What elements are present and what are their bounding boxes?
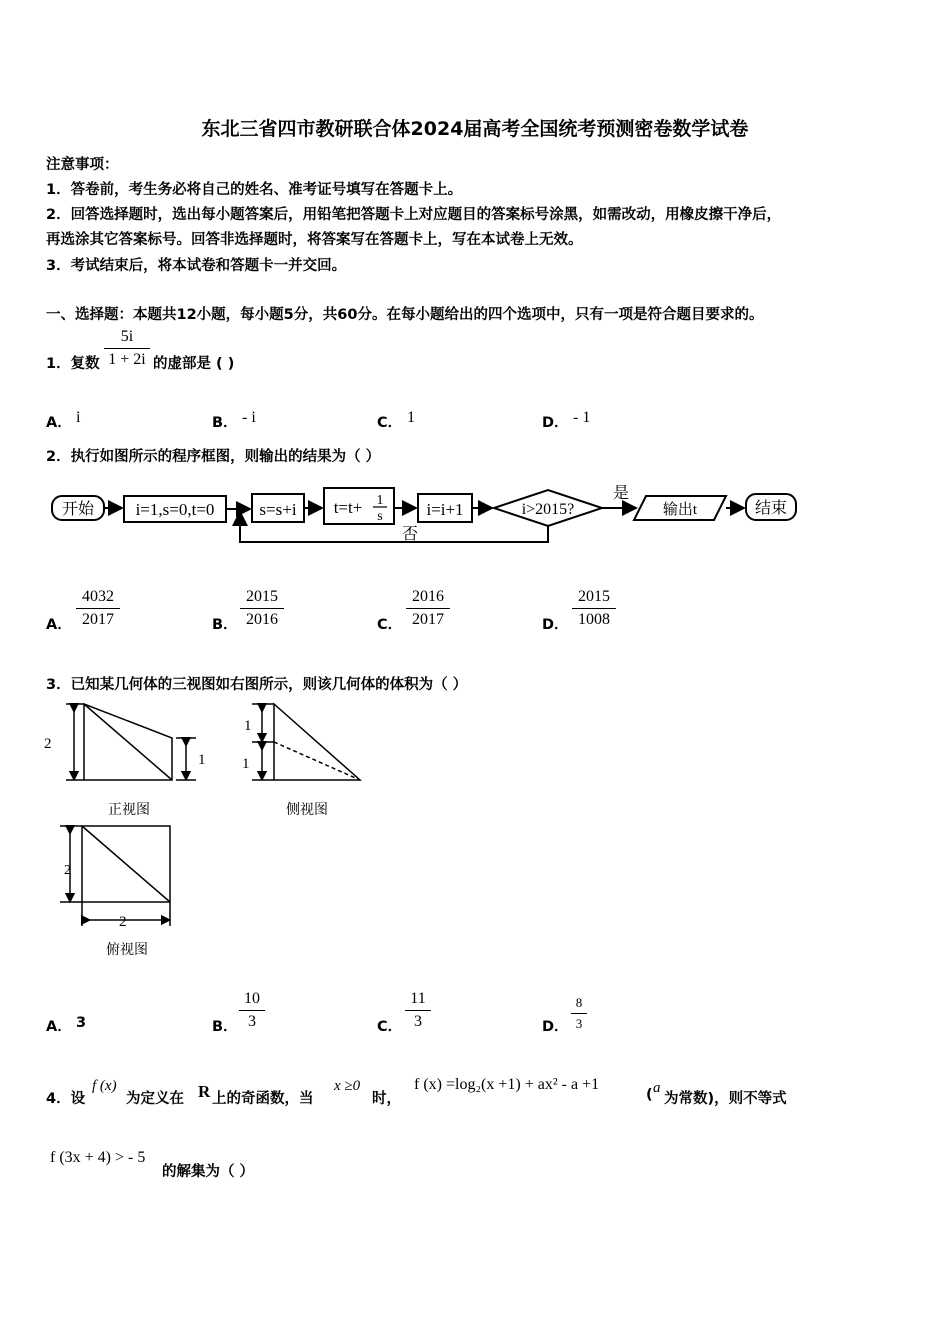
q4-paren-open: ( xyxy=(646,1087,653,1103)
q4-prefix: 4．设 xyxy=(46,1091,86,1107)
q2-option-a-frac xyxy=(76,588,120,629)
q2-option-c-label: C． xyxy=(377,617,403,633)
flow-t-den: s xyxy=(377,509,383,524)
q1-option-a-value: i xyxy=(76,409,81,426)
q1-fraction xyxy=(104,328,150,369)
q2-option-a-label: A． xyxy=(46,617,72,633)
q3-option-a-label: A． xyxy=(46,1019,72,1035)
q1-option-c-label: C． xyxy=(377,415,403,431)
q1-option-b-value: - i xyxy=(242,409,256,426)
q1-option-d-label: D． xyxy=(542,415,569,431)
flow-yes-text: 是 xyxy=(612,485,630,502)
q2-option-a-num: 4032 xyxy=(76,588,120,609)
q2-option-a-den: 2017 xyxy=(82,611,114,628)
side-dim-bottom: 1 xyxy=(242,756,250,772)
q4-fx: f (x) xyxy=(92,1078,117,1094)
q4-mid1: 为定义在 xyxy=(126,1091,184,1107)
q2-option-d-num: 2015 xyxy=(572,588,616,609)
q4-suffix: 的解集为（ ） xyxy=(162,1164,255,1180)
q3-option-b-frac xyxy=(239,990,265,1031)
q2-option-d-frac xyxy=(572,588,616,629)
q2-option-b-label: B． xyxy=(212,617,238,633)
q4-mid3: 时， xyxy=(372,1091,401,1107)
q1-prefix: 1．复数 xyxy=(46,356,100,372)
q3-option-d-frac xyxy=(571,995,587,1032)
q3-option-a-value: 3 xyxy=(76,1015,87,1031)
notice-item-2-cont: 再选涂其它答案标号。回答非选择题时，将答案写在答题卡上，写在本试卷上无效。 xyxy=(46,232,583,248)
q3-option-c-frac xyxy=(405,990,431,1031)
q3-three-views xyxy=(40,698,380,968)
flow-no-text: 否 xyxy=(401,526,419,543)
q4-inequality: f (3x + 4) > - 5 xyxy=(50,1149,146,1166)
flow-t-num: 1 xyxy=(376,493,384,508)
top-dim-side: 2 xyxy=(64,863,71,878)
side-dim-top: 1 xyxy=(244,718,252,734)
flow-s-text: s=s+i xyxy=(259,500,297,519)
section-heading: 一、选择题：本题共12小题，每小题5分，共60分。在每小题给出的四个选项中，只有一项是符合题目要求的。 xyxy=(46,307,764,323)
side-view-label: 侧视图 xyxy=(286,803,328,818)
q3-option-c-num: 11 xyxy=(405,990,431,1011)
top-view-label: 俯视图 xyxy=(106,943,148,958)
q1-option-d-value: - 1 xyxy=(573,409,591,426)
q4-R: R xyxy=(198,1082,211,1101)
q2-option-b-frac xyxy=(240,588,284,629)
notice-item-1: 1．答卷前，考生务必将自己的姓名、准考证号填写在答题卡上。 xyxy=(46,182,463,198)
q2-option-c-num: 2016 xyxy=(406,588,450,609)
q2-option-d-den: 1008 xyxy=(578,611,610,628)
q2-option-d-label: D． xyxy=(542,617,569,633)
notice-item-3: 3．考试结束后，将本试卷和答题卡一并交回。 xyxy=(46,258,347,274)
q1-frac-num: 5i xyxy=(104,328,150,349)
q3-stem: 3．已知某几何体的三视图如右图所示，则该几何体的体积为（ ） xyxy=(46,677,468,693)
q2-option-c-den: 2017 xyxy=(412,611,444,628)
flow-t-text: t=t+ xyxy=(333,498,363,517)
flow-end-text: 结束 xyxy=(754,500,788,517)
q4-a: a xyxy=(653,1080,661,1096)
q4-mid4: 为常数)，则不等式 xyxy=(664,1091,787,1107)
q2-flowchart xyxy=(46,480,806,552)
front-dim-left: 2 xyxy=(44,736,52,752)
notice-heading: 注意事项： xyxy=(46,157,119,173)
q2-stem: 2．执行如图所示的程序框图，则输出的结果为（ ） xyxy=(46,449,381,465)
q3-option-d-label: D． xyxy=(542,1019,569,1035)
flow-cond-text: i>2015? xyxy=(521,501,575,518)
q2-option-b-den: 2016 xyxy=(246,611,278,628)
q1-option-c-value: 1 xyxy=(407,409,415,426)
flow-i-text: i=i+1 xyxy=(426,500,464,519)
q4-mid2: 上的奇函数，当 xyxy=(212,1091,314,1107)
q2-option-c-frac xyxy=(406,588,450,629)
q2-option-b-num: 2015 xyxy=(240,588,284,609)
side-view-outline xyxy=(274,704,360,780)
front-dim-right: 1 xyxy=(198,752,206,768)
q3-option-c-label: C． xyxy=(377,1019,403,1035)
q1-option-b-label: B． xyxy=(212,415,238,431)
q4-formula: f (x) =log₂(x +1) + ax² - a +1 xyxy=(414,1076,600,1093)
q1-option-a-label: A． xyxy=(46,415,72,431)
q3-option-b-label: B． xyxy=(212,1019,238,1035)
front-view-label: 正视图 xyxy=(108,803,150,818)
q1-suffix: 的虚部是 ( ) xyxy=(153,356,235,372)
q4-condition: x ≥0 xyxy=(334,1078,361,1094)
top-dim-bottom: 2 xyxy=(119,914,127,930)
notice-item-2: 2．回答选择题时，选出每小题答案后，用铅笔把答题卡上对应题目的答案标号涂黑，如需改动，用橡皮擦干净后， xyxy=(46,207,782,223)
flow-output-text: 输出t xyxy=(662,502,698,518)
q1-frac-den: 1 + 2i xyxy=(108,351,146,368)
q3-option-d-num: 8 xyxy=(571,995,587,1014)
flow-start-text: 开始 xyxy=(61,501,95,518)
q3-option-c-den: 3 xyxy=(414,1013,422,1030)
q3-option-d-den: 3 xyxy=(575,1016,583,1031)
flow-init-text: i=1,s=0,t=0 xyxy=(135,500,215,519)
q3-option-b-den: 3 xyxy=(248,1013,256,1030)
q3-option-b-num: 10 xyxy=(239,990,265,1011)
page-title: 东北三省四市教研联合体2024届高考全国统考预测密卷数学试卷 xyxy=(201,118,749,140)
